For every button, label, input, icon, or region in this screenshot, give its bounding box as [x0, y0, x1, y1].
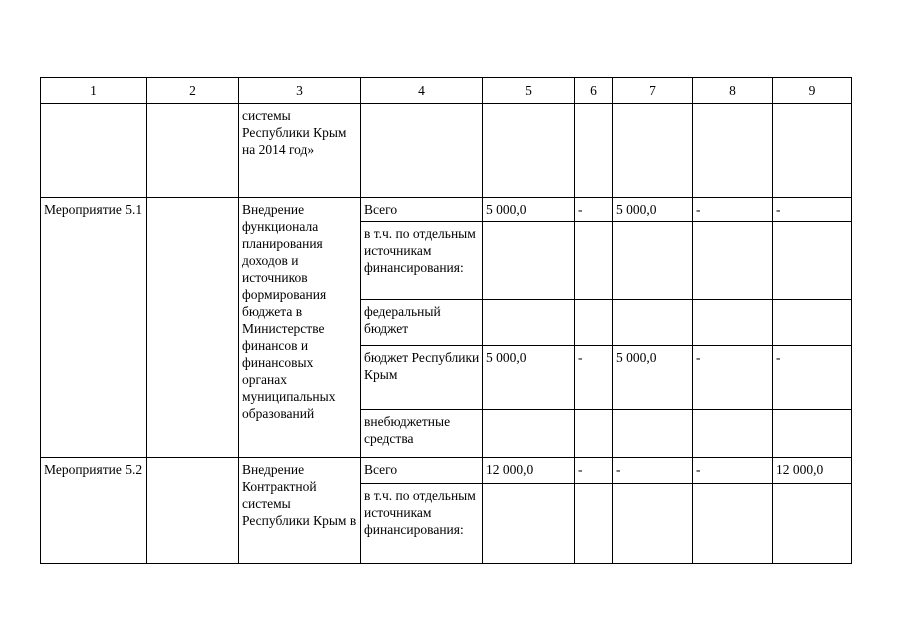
amount-cell: 5 000,0: [483, 346, 575, 410]
amount-cell: -: [773, 198, 852, 222]
header-cell: 1: [41, 78, 147, 104]
amount-cell: -: [693, 346, 773, 410]
event-description: Внедрение Контрактной системы Республики Крым в: [239, 458, 361, 564]
amount-cell: [693, 300, 773, 346]
amount-cell: [773, 484, 852, 564]
header-cell: 9: [773, 78, 852, 104]
header-cell: 2: [147, 78, 239, 104]
event-name: Мероприятие 5.1: [41, 198, 147, 458]
amount-cell: -: [693, 458, 773, 484]
amount-cell: [575, 410, 613, 458]
amount-cell: [773, 410, 852, 458]
amount-cell: [773, 300, 852, 346]
amount-cell: [693, 222, 773, 300]
header-cell: 5: [483, 78, 575, 104]
table-cell: [693, 104, 773, 198]
source-label: внебюджетные средства: [361, 410, 483, 458]
continuation-description: системы Республики Крым на 2014 год»: [239, 104, 361, 198]
source-label: федеральный бюджет: [361, 300, 483, 346]
header-cell: 4: [361, 78, 483, 104]
source-label: в т.ч. по отдельным источникам финансирования:: [361, 222, 483, 300]
amount-cell: [483, 222, 575, 300]
amount-cell: -: [773, 346, 852, 410]
amount-cell: 12 000,0: [483, 458, 575, 484]
source-label: бюджет Республики Крым: [361, 346, 483, 410]
amount-cell: [613, 222, 693, 300]
amount-cell: [575, 222, 613, 300]
budget-table: [40, 77, 852, 564]
table-row: [41, 198, 852, 222]
header-cell: 8: [693, 78, 773, 104]
header-cell: 7: [613, 78, 693, 104]
amount-cell: 5 000,0: [613, 198, 693, 222]
table-cell: [575, 104, 613, 198]
table-cell: [773, 104, 852, 198]
source-label: в т.ч. по отдельным источникам финансирования:: [361, 484, 483, 564]
amount-cell: [773, 222, 852, 300]
amount-cell: -: [575, 458, 613, 484]
amount-cell: [575, 484, 613, 564]
amount-cell: 5 000,0: [483, 198, 575, 222]
continuation-row: [41, 104, 852, 198]
table-cell: [41, 104, 147, 198]
amount-cell: [483, 484, 575, 564]
amount-cell: [693, 484, 773, 564]
amount-cell: 12 000,0: [773, 458, 852, 484]
table-cell: [147, 198, 239, 458]
header-row: [41, 78, 852, 104]
header-cell: 6: [575, 78, 613, 104]
table-cell: [361, 104, 483, 198]
table-row: [41, 458, 852, 484]
table-cell: [613, 104, 693, 198]
amount-cell: [613, 410, 693, 458]
amount-cell: 5 000,0: [613, 346, 693, 410]
event-description: Внедрение функционала планирования доходов и источников формирования бюджета в Министерстве финансов и финансовых органах муниципальных образований: [239, 198, 361, 458]
source-label: Всего: [361, 198, 483, 222]
table-cell: [483, 104, 575, 198]
header-cell: 3: [239, 78, 361, 104]
event-name: Мероприятие 5.2: [41, 458, 147, 564]
table-cell: [147, 458, 239, 564]
amount-cell: [483, 410, 575, 458]
amount-cell: [693, 410, 773, 458]
amount-cell: [613, 300, 693, 346]
amount-cell: [483, 300, 575, 346]
amount-cell: -: [613, 458, 693, 484]
amount-cell: [575, 300, 613, 346]
source-label: Всего: [361, 458, 483, 484]
amount-cell: -: [693, 198, 773, 222]
amount-cell: -: [575, 198, 613, 222]
amount-cell: -: [575, 346, 613, 410]
amount-cell: [613, 484, 693, 564]
table-cell: [147, 104, 239, 198]
